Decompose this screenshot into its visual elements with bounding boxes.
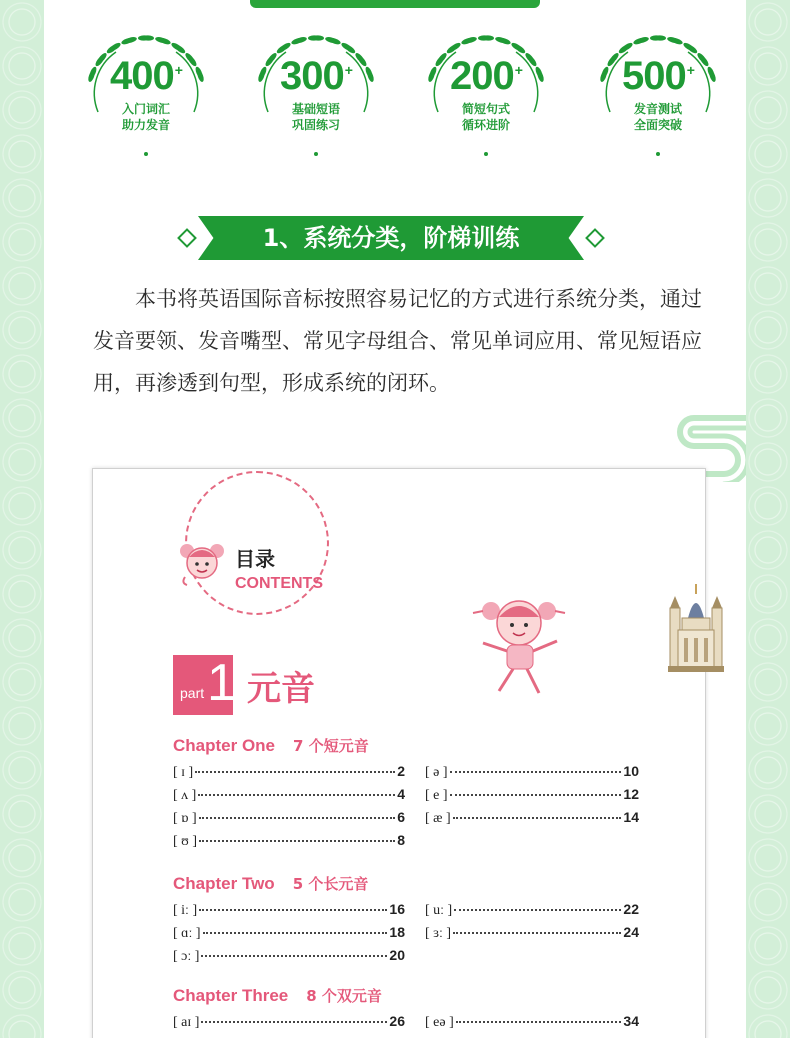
- chapter-heading: [173, 735, 639, 763]
- badge-line2: 循环进阶: [461, 118, 510, 132]
- badge-number: [246, 54, 386, 99]
- toc-entries: [173, 1013, 639, 1036]
- feature-badge: [76, 32, 216, 160]
- badge-plus: +: [514, 61, 522, 78]
- badge-line1: 发音测试: [633, 102, 682, 116]
- toc-chapter: [173, 873, 639, 970]
- phonetic-symbol: [ ʊ ]: [173, 834, 198, 849]
- left-pattern-strip: [0, 0, 44, 1038]
- paragraph-text: 本书将英语国际音标按照容易记忆的方式进行系统分类，通过发音要领、发音嘴型、常见字母组合、常见单词应用、常见短语应用，再渗透到句型，形成系统的闭环。: [93, 287, 702, 395]
- phonetic-symbol: [ aɪ ]: [173, 1015, 200, 1030]
- part-number: 1: [207, 654, 236, 712]
- chapter-subtitle: 8 个双元音: [306, 987, 382, 1005]
- badge-plus: +: [344, 61, 352, 78]
- leader-dots: [199, 840, 395, 842]
- chapter-title: Chapter Two: [173, 874, 275, 893]
- phonetic-symbol: [ eə ]: [425, 1015, 454, 1030]
- toc-entry[interactable]: [173, 832, 405, 855]
- phonetic-symbol: [ uː ]: [425, 903, 453, 918]
- leader-dots: [454, 909, 621, 911]
- phonetic-symbol: [ iː ]: [173, 903, 198, 918]
- phonetic-symbol: [ æ ]: [425, 811, 451, 826]
- chapter-subtitle: 5 个长元音: [292, 875, 369, 893]
- top-ribbon: [250, 0, 540, 8]
- toc-entry[interactable]: [173, 786, 405, 809]
- toc-subtitle: CONTENTS: [235, 575, 323, 592]
- phonetic-symbol: [ ɑː ]: [173, 926, 201, 941]
- leader-dots: [198, 794, 395, 796]
- chapter-heading: [173, 985, 639, 1013]
- phonetic-symbol: [ ɒ ]: [173, 811, 197, 826]
- toc-chapter: [173, 735, 639, 855]
- leader-dots: [201, 1021, 387, 1023]
- toc-entry[interactable]: [425, 809, 639, 832]
- badge-line1: 入门词汇: [121, 102, 170, 116]
- badge-plus: +: [174, 61, 182, 78]
- part-title: 元音: [247, 669, 315, 709]
- toc-entry[interactable]: [425, 924, 639, 947]
- toc-entry[interactable]: [425, 901, 639, 924]
- toc-entry[interactable]: [173, 924, 405, 947]
- girl-face-illustration-icon: [177, 537, 227, 587]
- right-pattern-strip: [746, 0, 790, 1038]
- section-banner: [176, 216, 606, 260]
- page-number: 24: [623, 924, 639, 940]
- toc-entry[interactable]: [425, 1013, 639, 1036]
- page-number: 16: [389, 901, 405, 917]
- feature-badge: [246, 32, 386, 160]
- chapter-title: Chapter Three: [173, 986, 289, 1005]
- leader-dots: [450, 794, 622, 796]
- leader-dots: [201, 955, 387, 957]
- page-number: 14: [623, 809, 639, 825]
- page-number: 20: [389, 947, 405, 963]
- page-number: 10: [623, 763, 639, 779]
- chapter-title: Chapter One: [173, 736, 276, 755]
- cathedral-illustration-icon: [668, 578, 724, 672]
- toc-entry[interactable]: [173, 1013, 405, 1036]
- leader-dots: [450, 771, 622, 773]
- badge-number-value: 200: [450, 54, 514, 98]
- page-number: 12: [623, 786, 639, 802]
- phonetic-symbol: [ ə ]: [425, 765, 448, 780]
- badge-line2: 助力发音: [121, 118, 170, 132]
- toc-entry[interactable]: [173, 809, 405, 832]
- toc-entry[interactable]: [173, 901, 405, 924]
- leader-dots: [203, 932, 388, 934]
- page-number: 8: [397, 832, 405, 848]
- phonetic-symbol: [ ɜː ]: [425, 926, 452, 941]
- leader-dots: [195, 771, 395, 773]
- leader-dots: [453, 932, 621, 934]
- leader-dots: [199, 817, 396, 819]
- page-number: 22: [623, 901, 639, 917]
- section-heading: 1、系统分类，阶梯训练: [262, 224, 520, 252]
- book-page-preview: [92, 468, 706, 1038]
- banner-right-diamond-icon: [585, 228, 605, 248]
- badge-number-value: 500: [622, 54, 686, 98]
- part-label: part: [180, 685, 205, 701]
- badge-number: [76, 54, 216, 99]
- running-girl-illustration-icon: [469, 591, 569, 701]
- page-number: 34: [623, 1013, 639, 1029]
- badge-number-value: 400: [110, 54, 174, 98]
- leader-dots: [199, 909, 387, 911]
- banner-left-diamond-icon: [177, 228, 197, 248]
- badge-line2: 巩固练习: [291, 118, 340, 132]
- badge-line1: 简短句式: [461, 102, 510, 116]
- badge-number: [588, 54, 728, 99]
- phonetic-symbol: [ e ]: [425, 788, 448, 803]
- toc-entry[interactable]: [425, 786, 639, 809]
- toc-entries: [173, 901, 639, 970]
- badge-plus: +: [686, 61, 694, 78]
- page-number: 2: [397, 763, 405, 779]
- badge-line1: 基础短语: [291, 102, 340, 116]
- page-number: 4: [397, 786, 405, 802]
- toc-entry[interactable]: [425, 763, 639, 786]
- toc-entry[interactable]: [173, 763, 405, 786]
- leader-dots: [453, 817, 622, 819]
- feature-badge: [588, 32, 728, 160]
- phonetic-symbol: [ ɔː ]: [173, 949, 200, 964]
- badge-number: [416, 54, 556, 99]
- badge-number-value: 300: [280, 54, 344, 98]
- chapter-subtitle: 7 个短元音: [293, 737, 369, 755]
- page-number: 18: [389, 924, 405, 940]
- toc-chapter: [173, 985, 639, 1036]
- phonetic-symbol: [ ʌ ]: [173, 788, 197, 803]
- part-number-box: [173, 654, 236, 715]
- phonetic-symbol: [ ɪ ]: [173, 765, 194, 780]
- toc-entry[interactable]: [173, 947, 405, 970]
- content-panel: [44, 0, 746, 1038]
- section-paragraph: [93, 278, 703, 404]
- page-number: 26: [389, 1013, 405, 1029]
- badge-line2: 全面突破: [633, 118, 682, 132]
- toc-entries: [173, 763, 639, 855]
- chapter-heading: [173, 873, 639, 901]
- toc-title: 目录: [235, 547, 275, 571]
- page-number: 6: [397, 809, 405, 825]
- leader-dots: [456, 1021, 622, 1023]
- feature-badge: [416, 32, 556, 160]
